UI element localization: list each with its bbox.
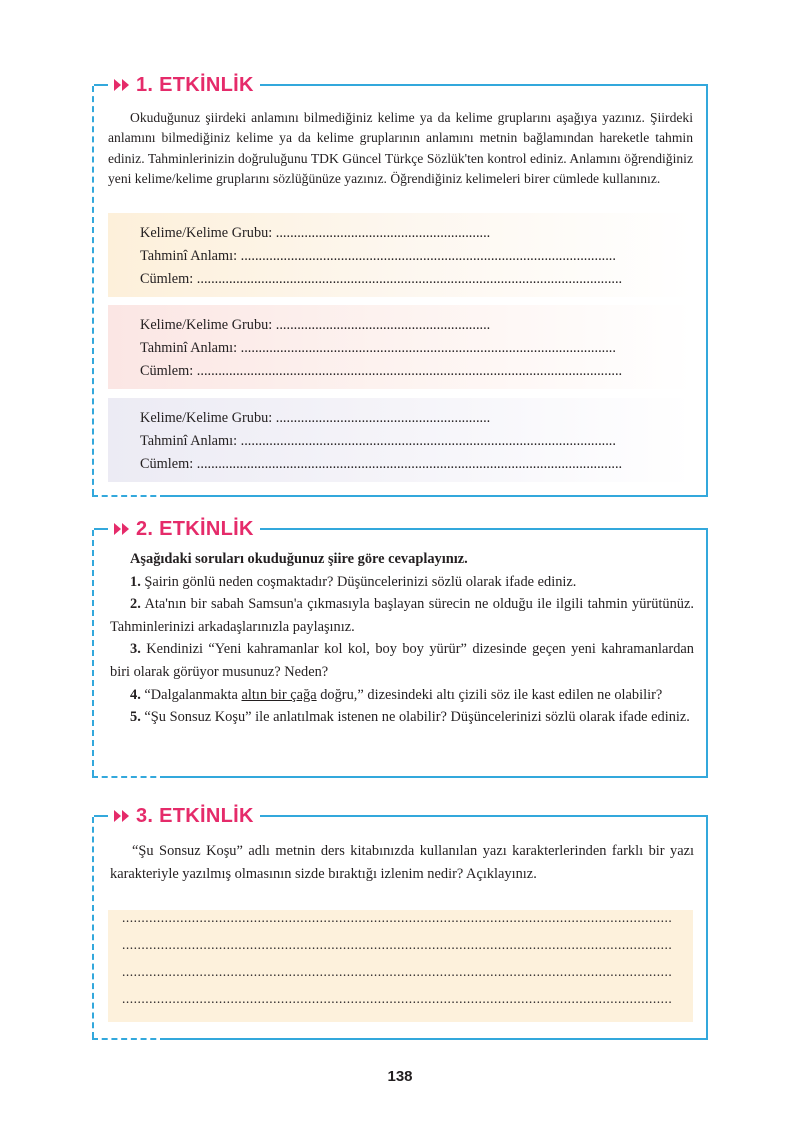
- answer-line-4[interactable]: ..............................................................................................................................................: [122, 991, 673, 1006]
- vocab-3-sentence[interactable]: Cümlem: .......................................................................................................................: [140, 456, 623, 472]
- double-arrow-icon: [114, 79, 130, 91]
- activity-2-intro: Aşağıdaki soruları okuduğunuz şiire göre cevaplayınız.: [130, 551, 468, 567]
- activity-1-instructions: Okuduğunuz şiirdeki anlamını bilmediğiniz kelime ya da kelime gruplarını aşağıya yazınız. Şiirdeki anlamını bilmediğiniz kelime ya da kelime gruplarının anlamını metnin bağlamından hareketle tahmin ediniz. Tahminlerinizin doğruluğunu TDK Güncel Türkçe Sözlük'ten kontrol ediniz. Anlamını öğrendiğiniz yeni kelime/kelime gruplarını sözlüğünüze yazınız. Öğrendiğiniz kelimeleri birer cümlede kullanınız.: [108, 110, 693, 186]
- vocab-2-sentence[interactable]: Cümlem: .......................................................................................................................: [140, 363, 623, 379]
- question-5: 5. “Şu Sonsuz Koşu” ile anlatılmak istenen ne olabilir? Düşüncelerinizi sözlü olarak ifade ediniz.: [130, 709, 690, 726]
- answer-line-2[interactable]: ..............................................................................................................................................: [122, 937, 673, 952]
- double-arrow-icon: [114, 523, 130, 535]
- activity-2-questions: [110, 548, 694, 729]
- question-2: 2. Ata'nın bir sabah Samsun'a çıkmasıyla başlayan sürecin ne olduğu ile ilgili tahmin yürütünüz. Tahminlerinizi arkadaşlarınızla paylaşınız.: [110, 596, 694, 635]
- question-4: 4. “Dalgalanmakta altın bir çağa doğru,” dizesindeki altı çizili söz ile kast edilen ne olabilir?: [130, 686, 663, 703]
- vocab-1-word[interactable]: Kelime/Kelime Grubu: ............................................................: [140, 225, 491, 241]
- activity-1-header: [108, 73, 260, 97]
- frame-dashed-bottom: [92, 495, 166, 497]
- vocab-2-meaning[interactable]: Tahminî Anlamı: .........................................................................................................: [140, 340, 616, 356]
- frame-dashed-bottom: [92, 1038, 166, 1040]
- activity-3-prompt: “Şu Sonsuz Koşu” adlı metnin ders kitabınızda kullanılan yazı karakterlerinden farklı bir yazı karakteriyle yazılmış olmasının sizde bıraktığı izlenim nedir? Açıklayınız.: [110, 843, 694, 882]
- frame-dashed-bottom: [92, 776, 166, 778]
- activity-3-header: [108, 804, 260, 828]
- answer-line-3[interactable]: ..............................................................................................................................................: [122, 964, 673, 979]
- answer-line-1[interactable]: ..............................................................................................................................................: [122, 910, 673, 925]
- vocab-2-word[interactable]: Kelime/Kelime Grubu: ............................................................: [140, 317, 491, 333]
- activity-2-title: 2. ETKİNLİK: [136, 517, 254, 540]
- activity-1-title: 1. ETKİNLİK: [136, 73, 254, 96]
- vocab-1-sentence[interactable]: Cümlem: .......................................................................................................................: [140, 271, 623, 287]
- activity-3-title: 3. ETKİNLİK: [136, 804, 254, 827]
- question-3: 3. Kendinizi “Yeni kahramanlar kol kol, boy boy yürür” dizesinde geçen yeni kahramanlardan biri olarak görüyor musunuz? Neden?: [110, 641, 694, 680]
- question-1: 1. Şairin gönlü neden coşmaktadır? Düşüncelerinizi sözlü olarak ifade ediniz.: [130, 573, 577, 590]
- vocab-1-meaning[interactable]: Tahminî Anlamı: .........................................................................................................: [140, 248, 616, 264]
- vocab-3-meaning[interactable]: Tahminî Anlamı: .........................................................................................................: [140, 433, 616, 449]
- frame-dashed-left: [92, 86, 94, 495]
- activity-2-header: [108, 517, 260, 541]
- frame-dashed-left: [92, 530, 94, 776]
- double-arrow-icon: [114, 810, 130, 822]
- vocab-3-word[interactable]: Kelime/Kelime Grubu: ............................................................: [140, 410, 491, 426]
- frame-dashed-left: [92, 817, 94, 1038]
- underlined-phrase: altın bir çağa: [241, 686, 317, 703]
- page-number: 138: [387, 1068, 413, 1085]
